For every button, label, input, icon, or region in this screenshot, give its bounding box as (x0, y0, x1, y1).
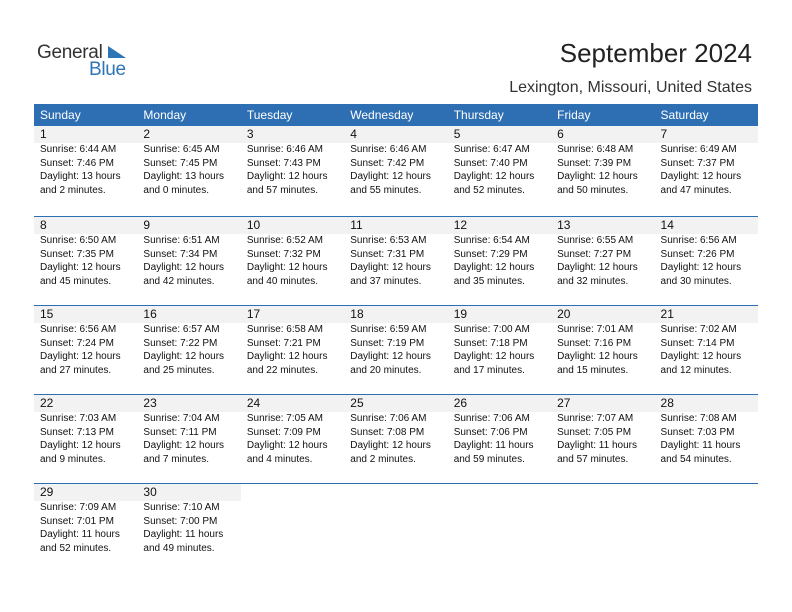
daylight-minutes-text: and 45 minutes. (40, 275, 112, 287)
day-number-bar (137, 217, 240, 234)
day-number: 30 (143, 485, 157, 499)
sunrise-text: Sunrise: 6:59 AM (350, 324, 427, 335)
day-number: 5 (453, 127, 461, 141)
day-cell (551, 395, 654, 483)
day-cell (448, 217, 551, 305)
day-number-bar (655, 217, 758, 234)
daylight-minutes-text: and 49 minutes. (143, 542, 215, 554)
empty-day-cell (344, 484, 447, 572)
day-number: 13 (557, 218, 571, 232)
day-details (655, 143, 758, 197)
daylight-text: Daylight: 12 hours (246, 440, 328, 451)
day-cell (448, 306, 551, 394)
sunset-text: Sunset: 7:08 PM (350, 426, 425, 438)
day-details (655, 323, 758, 377)
daylight-minutes-text: and 4 minutes. (246, 453, 313, 465)
sunrise-text: Sunrise: 6:58 AM (246, 324, 323, 335)
day-number: 16 (143, 307, 157, 321)
day-number: 12 (453, 218, 468, 232)
daylight-minutes-text: and 47 minutes. (660, 184, 732, 196)
day-cell (344, 126, 447, 216)
daylight-minutes-text: and 0 minutes. (143, 184, 210, 196)
day-details (551, 234, 654, 288)
day-details (241, 323, 344, 377)
day-number: 2 (143, 127, 151, 141)
daylight-text: Daylight: 12 hours (40, 351, 121, 362)
day-number-bar (655, 395, 758, 412)
daylight-text: Daylight: 12 hours (350, 262, 431, 273)
sunset-text: Sunset: 7:27 PM (557, 248, 632, 260)
sunrise-text: Sunrise: 6:56 AM (660, 235, 737, 246)
daylight-minutes-text: and 17 minutes. (453, 364, 525, 376)
sunset-text: Sunset: 7:24 PM (40, 337, 114, 349)
weekday-header: Saturday (660, 108, 709, 122)
daylight-minutes-text: and 57 minutes. (246, 184, 319, 196)
day-number-bar (241, 395, 344, 412)
weekday-header: Wednesday (350, 108, 414, 122)
day-number: 14 (660, 218, 674, 232)
day-cell (137, 217, 240, 305)
daylight-text: Daylight: 12 hours (246, 262, 328, 273)
day-number-bar (137, 306, 240, 323)
daylight-text: Daylight: 12 hours (660, 351, 742, 362)
sunset-text: Sunset: 7:14 PM (660, 337, 735, 349)
week-row (34, 126, 758, 216)
week-row (34, 394, 758, 483)
sunset-text: Sunset: 7:16 PM (557, 337, 632, 349)
logo (37, 42, 137, 82)
day-number-bar (241, 484, 344, 501)
day-number-bar (34, 395, 137, 412)
day-number: 9 (143, 218, 151, 232)
sunrise-text: Sunrise: 7:10 AM (143, 502, 220, 513)
day-number-bar (551, 306, 654, 323)
daylight-minutes-text: and 52 minutes. (40, 542, 112, 554)
day-details (448, 143, 551, 197)
day-cell (241, 395, 344, 483)
day-number-bar (655, 126, 758, 143)
sunrise-text: Sunrise: 7:09 AM (40, 502, 117, 513)
daylight-minutes-text: and 55 minutes. (350, 184, 422, 196)
daylight-minutes-text: and 50 minutes. (557, 184, 629, 196)
day-number-bar (655, 484, 758, 501)
day-number-bar (241, 126, 344, 143)
sunrise-text: Sunrise: 6:44 AM (40, 144, 117, 155)
daylight-minutes-text: and 59 minutes. (453, 453, 525, 465)
day-details (241, 412, 344, 466)
sunrise-text: Sunrise: 7:08 AM (660, 413, 737, 424)
day-details (34, 323, 137, 377)
sunrise-text: Sunrise: 7:04 AM (143, 413, 220, 424)
day-number: 3 (246, 127, 254, 141)
day-details (241, 143, 344, 197)
daylight-text: Daylight: 11 hours (453, 440, 534, 451)
day-number-bar (448, 484, 551, 501)
daylight-text: Daylight: 12 hours (453, 262, 535, 273)
daylight-text: Daylight: 13 hours (40, 171, 121, 182)
sunrise-text: Sunrise: 7:03 AM (40, 413, 117, 424)
day-cell (344, 395, 447, 483)
day-number: 27 (557, 396, 571, 410)
day-number: 1 (40, 127, 47, 141)
daylight-minutes-text: and 54 minutes. (660, 453, 732, 465)
sunset-text: Sunset: 7:06 PM (453, 426, 528, 438)
day-number: 15 (40, 307, 54, 321)
day-details (448, 323, 551, 377)
day-cell (137, 126, 240, 216)
day-number: 18 (350, 307, 364, 321)
logo-text-general: General (37, 42, 103, 63)
daylight-text: Daylight: 12 hours (350, 171, 431, 182)
day-cell (655, 395, 758, 483)
day-cell (34, 306, 137, 394)
daylight-text: Daylight: 11 hours (557, 440, 637, 451)
day-details (655, 412, 758, 466)
sunrise-text: Sunrise: 6:54 AM (453, 235, 530, 246)
location-subtitle: Lexington, Missouri, United States (509, 79, 752, 96)
day-cell (34, 217, 137, 305)
day-number: 24 (246, 396, 261, 410)
daylight-minutes-text: and 52 minutes. (453, 184, 525, 196)
sunrise-text: Sunrise: 6:52 AM (246, 235, 323, 246)
daylight-minutes-text: and 12 minutes. (660, 364, 732, 376)
weekday-header-row (34, 104, 758, 126)
day-details (34, 234, 137, 288)
daylight-text: Daylight: 12 hours (40, 440, 121, 451)
daylight-minutes-text: and 27 minutes. (40, 364, 112, 376)
day-number: 28 (660, 396, 674, 410)
day-number: 29 (40, 485, 54, 499)
day-details (34, 412, 137, 466)
day-cell (551, 306, 654, 394)
daylight-minutes-text: and 30 minutes. (660, 275, 732, 287)
daylight-text: Daylight: 12 hours (143, 440, 225, 451)
week-row (34, 216, 758, 305)
daylight-minutes-text: and 2 minutes. (350, 453, 416, 465)
sunrise-text: Sunrise: 6:46 AM (350, 144, 427, 155)
empty-day-cell (551, 484, 654, 572)
day-cell (551, 217, 654, 305)
daylight-text: Daylight: 12 hours (143, 262, 225, 273)
daylight-text: Daylight: 12 hours (557, 351, 638, 362)
day-number: 19 (453, 307, 468, 321)
sunset-text: Sunset: 7:21 PM (246, 337, 321, 349)
day-number-bar (137, 395, 240, 412)
sunset-text: Sunset: 7:34 PM (143, 248, 218, 260)
sunrise-text: Sunrise: 6:50 AM (40, 235, 117, 246)
daylight-text: Daylight: 12 hours (557, 262, 638, 273)
daylight-text: Daylight: 12 hours (246, 351, 328, 362)
sunset-text: Sunset: 7:43 PM (246, 157, 321, 169)
sunset-text: Sunset: 7:03 PM (660, 426, 735, 438)
sunrise-text: Sunrise: 7:00 AM (453, 324, 530, 335)
daylight-text: Daylight: 13 hours (143, 171, 225, 182)
day-details (551, 323, 654, 377)
day-cell (241, 217, 344, 305)
sunset-text: Sunset: 7:01 PM (40, 515, 114, 527)
empty-day-cell (241, 484, 344, 572)
daylight-text: Daylight: 11 hours (40, 529, 120, 540)
sunset-text: Sunset: 7:35 PM (40, 248, 114, 260)
sunset-text: Sunset: 7:31 PM (350, 248, 425, 260)
day-number-bar (344, 484, 447, 501)
day-details (344, 143, 447, 197)
sunrise-text: Sunrise: 6:55 AM (557, 235, 634, 246)
daylight-text: Daylight: 12 hours (246, 171, 328, 182)
daylight-minutes-text: and 40 minutes. (246, 275, 319, 287)
daylight-minutes-text: and 15 minutes. (557, 364, 629, 376)
weekday-header: Thursday (453, 108, 504, 122)
day-cell (241, 306, 344, 394)
sunset-text: Sunset: 7:37 PM (660, 157, 735, 169)
empty-day-cell (448, 484, 551, 572)
week-row (34, 305, 758, 394)
daylight-minutes-text: and 57 minutes. (557, 453, 629, 465)
day-details (34, 501, 137, 555)
day-details (34, 143, 137, 197)
daylight-text: Daylight: 12 hours (660, 171, 742, 182)
sunrise-text: Sunrise: 6:45 AM (143, 144, 220, 155)
day-cell (137, 306, 240, 394)
day-number-bar (344, 306, 447, 323)
sunset-text: Sunset: 7:42 PM (350, 157, 425, 169)
daylight-text: Daylight: 12 hours (143, 351, 225, 362)
sunset-text: Sunset: 7:39 PM (557, 157, 632, 169)
daylight-minutes-text: and 32 minutes. (557, 275, 629, 287)
daylight-text: Daylight: 11 hours (143, 529, 224, 540)
sunrise-text: Sunrise: 7:05 AM (246, 413, 323, 424)
day-cell (34, 395, 137, 483)
sunset-text: Sunset: 7:09 PM (246, 426, 321, 438)
daylight-text: Daylight: 11 hours (660, 440, 741, 451)
day-number-bar (551, 484, 654, 501)
day-number: 25 (350, 396, 364, 410)
sunrise-text: Sunrise: 6:51 AM (143, 235, 220, 246)
day-number-bar (34, 217, 137, 234)
sunset-text: Sunset: 7:32 PM (246, 248, 321, 260)
day-details (655, 234, 758, 288)
sunset-text: Sunset: 7:00 PM (143, 515, 218, 527)
sunset-text: Sunset: 7:46 PM (40, 157, 114, 169)
sunset-text: Sunset: 7:19 PM (350, 337, 425, 349)
day-number-bar (34, 306, 137, 323)
sunset-text: Sunset: 7:11 PM (143, 426, 217, 438)
day-number-bar (34, 484, 137, 501)
sunset-text: Sunset: 7:45 PM (143, 157, 218, 169)
sunset-text: Sunset: 7:18 PM (453, 337, 528, 349)
weekday-header: Sunday (40, 108, 81, 122)
sunset-text: Sunset: 7:22 PM (143, 337, 218, 349)
daylight-text: Daylight: 12 hours (350, 440, 431, 451)
daylight-minutes-text: and 42 minutes. (143, 275, 215, 287)
day-details (448, 234, 551, 288)
day-number: 4 (350, 127, 357, 141)
day-cell (241, 126, 344, 216)
daylight-minutes-text: and 25 minutes. (143, 364, 215, 376)
sunrise-text: Sunrise: 7:01 AM (557, 324, 634, 335)
day-number-bar (448, 126, 551, 143)
daylight-text: Daylight: 12 hours (40, 262, 121, 273)
day-number-bar (448, 306, 551, 323)
flag-icon (106, 46, 126, 60)
day-details (241, 234, 344, 288)
day-details (137, 234, 240, 288)
daylight-minutes-text: and 22 minutes. (246, 364, 319, 376)
day-number: 26 (453, 396, 468, 410)
daylight-text: Daylight: 12 hours (557, 171, 638, 182)
daylight-text: Daylight: 12 hours (660, 262, 742, 273)
sunset-text: Sunset: 7:13 PM (40, 426, 114, 438)
day-number: 8 (40, 218, 47, 232)
day-details (344, 234, 447, 288)
day-cell (344, 217, 447, 305)
week-row (34, 483, 758, 572)
day-number-bar (344, 395, 447, 412)
day-cell (448, 126, 551, 216)
day-number-bar (241, 306, 344, 323)
day-number-bar (448, 395, 551, 412)
sunset-text: Sunset: 7:40 PM (453, 157, 528, 169)
day-number-bar (655, 306, 758, 323)
page-title: September 2024 (559, 38, 752, 68)
day-number-bar (448, 217, 551, 234)
daylight-minutes-text: and 20 minutes. (350, 364, 422, 376)
sunrise-text: Sunrise: 6:49 AM (660, 144, 737, 155)
day-number: 22 (40, 396, 54, 410)
daylight-minutes-text: and 7 minutes. (143, 453, 210, 465)
sunrise-text: Sunrise: 6:56 AM (40, 324, 117, 335)
day-cell (655, 306, 758, 394)
sunrise-text: Sunrise: 6:46 AM (246, 144, 323, 155)
sunrise-text: Sunrise: 7:02 AM (660, 324, 737, 335)
day-number-bar (344, 126, 447, 143)
daylight-text: Daylight: 12 hours (453, 171, 535, 182)
day-number: 21 (660, 307, 674, 321)
day-number: 23 (143, 396, 157, 410)
day-details (551, 412, 654, 466)
empty-day-cell (655, 484, 758, 572)
calendar-grid (34, 104, 758, 572)
day-cell (655, 217, 758, 305)
daylight-text: Daylight: 12 hours (453, 351, 535, 362)
sunrise-text: Sunrise: 6:47 AM (453, 144, 530, 155)
weekday-header: Friday (557, 108, 591, 122)
day-number-bar (551, 126, 654, 143)
day-cell (34, 484, 137, 572)
day-details (448, 412, 551, 466)
daylight-text: Daylight: 12 hours (350, 351, 431, 362)
logo-text-blue: Blue (89, 59, 126, 80)
day-number-bar (137, 126, 240, 143)
day-number-bar (34, 126, 137, 143)
day-number: 20 (557, 307, 571, 321)
sunrise-text: Sunrise: 6:48 AM (557, 144, 634, 155)
daylight-minutes-text: and 35 minutes. (453, 275, 525, 287)
day-details (137, 412, 240, 466)
sunset-text: Sunset: 7:05 PM (557, 426, 632, 438)
day-number-bar (241, 217, 344, 234)
day-number: 10 (246, 218, 261, 232)
sunrise-text: Sunrise: 7:06 AM (453, 413, 530, 424)
day-number: 17 (246, 307, 261, 321)
day-number: 6 (557, 127, 564, 141)
day-cell (137, 484, 240, 572)
day-details (344, 412, 447, 466)
day-cell (344, 306, 447, 394)
day-cell (655, 126, 758, 216)
day-number-bar (551, 395, 654, 412)
weekday-header: Monday (143, 108, 187, 122)
day-cell (448, 395, 551, 483)
sunrise-text: Sunrise: 7:06 AM (350, 413, 427, 424)
day-details (137, 323, 240, 377)
daylight-minutes-text: and 2 minutes. (40, 184, 106, 196)
sunset-text: Sunset: 7:29 PM (453, 248, 528, 260)
day-number-bar (137, 484, 240, 501)
day-number: 11 (350, 218, 363, 232)
day-cell (137, 395, 240, 483)
day-details (137, 143, 240, 197)
day-details (551, 143, 654, 197)
sunrise-text: Sunrise: 6:53 AM (350, 235, 427, 246)
day-details (344, 323, 447, 377)
day-number-bar (344, 217, 447, 234)
weekday-header: Tuesday (246, 108, 293, 122)
day-cell (34, 126, 137, 216)
daylight-minutes-text: and 9 minutes. (40, 453, 106, 465)
daylight-minutes-text: and 37 minutes. (350, 275, 422, 287)
sunset-text: Sunset: 7:26 PM (660, 248, 735, 260)
weeks-container (34, 126, 758, 572)
day-details (137, 501, 240, 555)
sunrise-text: Sunrise: 7:07 AM (557, 413, 634, 424)
day-number: 7 (660, 127, 668, 141)
day-cell (551, 126, 654, 216)
sunrise-text: Sunrise: 6:57 AM (143, 324, 220, 335)
day-number-bar (551, 217, 654, 234)
